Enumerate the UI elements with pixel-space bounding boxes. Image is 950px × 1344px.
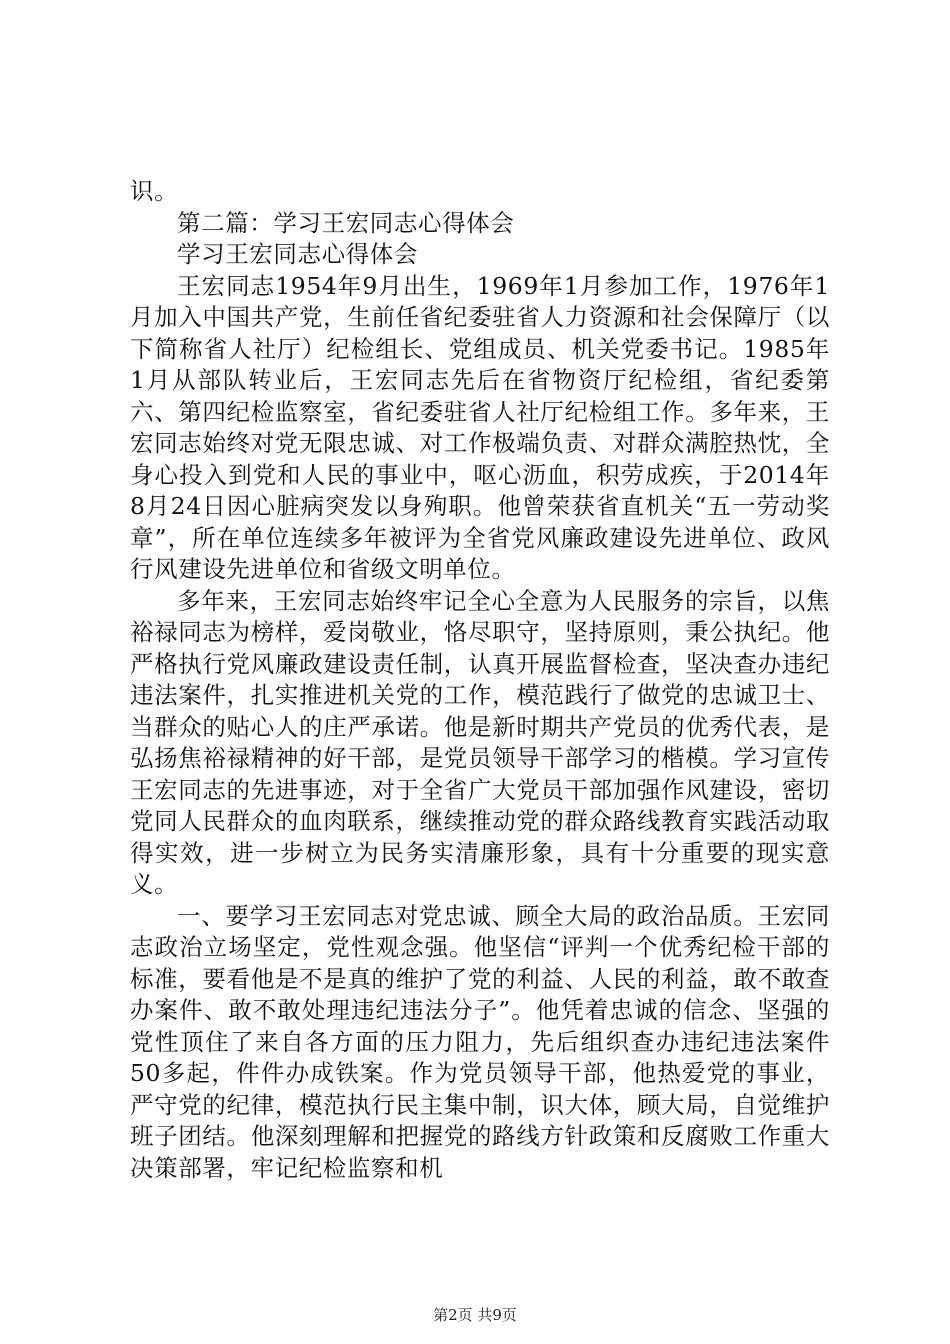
lead-fragment: 识。 — [130, 177, 179, 205]
body-paragraph: 一、要学习王宏同志对党忠诚、顾全大局的政治品质。王宏同志政治立场坚定，党性观念强。他坚信“评判一个优秀纪检干部的标准，要看他是不是真的维护了党的利益、人民的利益，敢不敢查办案件、敢不敢处理违纪违法分子”。他凭着忠诚的信念、坚强的党性顶住了来自各方面的压力阻力，先后组织查办违纪违法案件50多起，件件办成铁案。作为党员领导干部，他热爱党的事业，严守党的纪律，模范执行民主集中制，识大体，顾大局，自觉维护班子团结。他深刻理解和把握党的路线方针政策和反腐败工作重大决策部署，牢记纪检监察和机 — [130, 901, 830, 1182]
body-paragraph: 多年来，王宏同志始终牢记全心全意为人民服务的宗旨，以焦裕禄同志为榜样，爱岗敬业，恪尽职守，坚持原则，秉公执纪。他严格执行党风廉政建设责任制，认真开展监督检查，坚决查办违纪违法案件，扎实推进机关党的工作，模范践行了做党的忠诚卫士、当群众的贴心人的庄严承诺。他是新时期共产党员的优秀代表，是弘扬焦裕禄精神的好干部，是党员领导干部学习的楷模。学习宣传王宏同志的先进事迹，对于全省广大党员干部加强作风建设，密切党同人民群众的血肉联系，继续推动党的群众路线教育实践活动取得实效，进一步树立为民务实清廉形象，具有十分重要的现实意义。 — [130, 586, 830, 898]
section-title: 第二篇：学习王宏同志心得体会 — [177, 208, 515, 237]
page-number-label: 第2页 共9页 — [433, 1306, 517, 1324]
page-footer — [0, 1305, 950, 1325]
article-title: 学习王宏同志心得体会 — [177, 240, 418, 268]
body-paragraph: 王宏同志1954年9月出生，1969年1月参加工作，1976年1月加入中国共产党，生前任省纪委驻省人力资源和社会保障厅（以下简称省人社厅）纪检组长、党组成员、机关党委书记。1985年1月从部队转业后，王宏同志先后在省物资厅纪检组，省纪委第六、第四纪检监察室，省纪委驻省人社厅纪检组工作。多年来，王宏同志始终对党无限忠诚、对工作极端负责、对群众满腔热忱，全身心投入到党和人民的事业中，呕心沥血，积劳成疾，于2014年8月24日因心脏病突发以身殉职。他曾荣获省直机关“五一劳动奖章”，所在单位连续多年被评为全省党风廉政建设先进单位、政风行风建设先进单位和省级文明单位。 — [130, 271, 830, 583]
document-body — [130, 176, 830, 1184]
